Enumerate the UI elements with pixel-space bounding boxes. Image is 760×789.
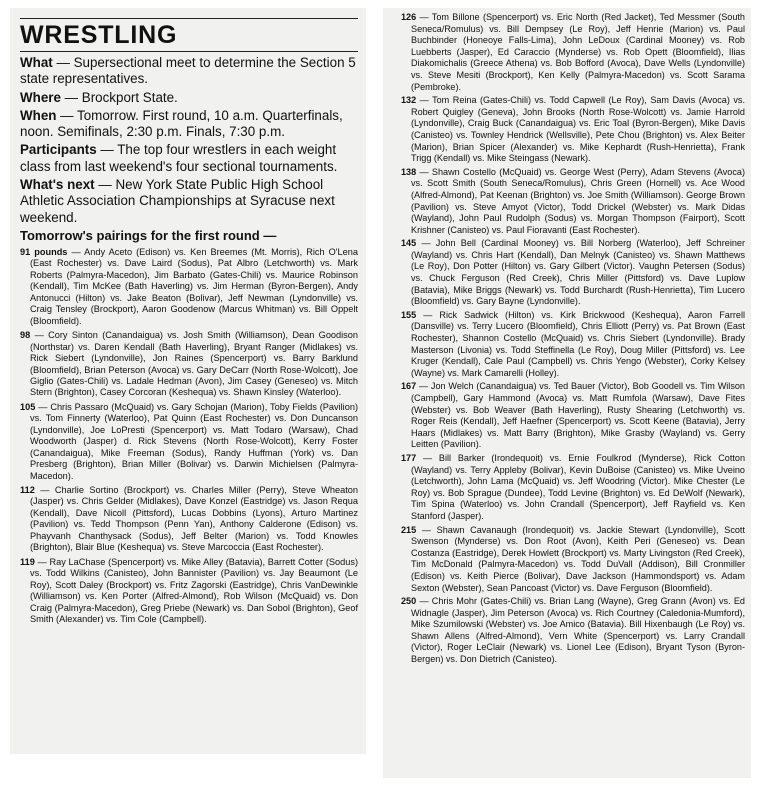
pairings-text: — Andy Aceto (Edison) vs. Ken Breemes (Mt. Morris), Rich O'Lena (East Rochester) vs. Dave Laird (Sodus), Pat Albro (Letchworth) vs. Mark Roberts (Palmyra-Macedon), Jim Barbato (Gates-Chili) vs. Maurice Robinson (Kendall), Tim McKee (Bath Haverling) vs. Jim Herman (Byron-Bergen), Andy Antonucci (Hilton) vs. Jake Beaton (Bolivar), Jeff Newman (Lyndonville) vs. Craig Tensley (Brockport), Aaron Goodenow (Marcus Whitman) vs. Bill Oppelt (Bloomfield). [30, 246, 358, 326]
info-text: — Brockport State. [60, 89, 178, 105]
weight-class-pairings [20, 557, 358, 626]
weight-class-label: 177 [401, 452, 417, 463]
info-text: — Supersectional meet to determine the Section 5 state representatives. [20, 55, 356, 87]
info-text: — The top four wrestlers in each weight class from last weekend's four sectional tournaments. [20, 142, 338, 174]
heading-rule [20, 51, 358, 52]
weight-class-label: 119 [20, 556, 35, 567]
pairings-text: — Ray LaChase (Spencerport) vs. Mike Alley (Batavia), Barrett Cotter (Sodus) vs. Todd Wilkins (Canisteo), John Bannister (Pavilion) vs. Jay Beaumont (Le Roy), Scott Daley (Brockport) vs. Fritz Zagorski (Eastridge), Chris VanDewinkle (Williamson) vs. Ken Porter (Alfred-Almond), Rob Wilson (McQuaid) vs. Don Craig (Palmyra-Macedon), Greg Priebe (Newark) vs. Dan Sobol (Brighton), Geof Smith (Alexander) vs. Tim Cole (Campbell). [30, 556, 358, 625]
info-label: Participants [20, 142, 97, 158]
weight-class-pairings [401, 453, 745, 523]
weight-class-pairings [401, 310, 745, 380]
info-label: What's next [20, 177, 95, 193]
weight-class-label: 250 [401, 596, 417, 607]
weight-class-pairings [401, 238, 745, 308]
weight-class-pairings [20, 247, 358, 327]
event-info [20, 55, 358, 226]
pairings-text: — Jon Welch (Canandaigua) vs. Ted Bauer (Victor), Bob Goodell vs. Tim Wilson (Campbell), Gary Hammond (Avoca) vs. Matt Rumfola (Warsaw), Dave Fites (Webster) vs. Bob Weaver (Bath Haverling), Rusty Shearing (Letchworth) vs. Roger Reis (Kendall), Jeff Haefner (Spencerport) vs. Scott Keene (Batavia), Jerry Haars (Midlakes) vs. Matt Barry (Brighton), Mike Grasby (Wayland) vs. Gerry Leitten (Pavilion). [411, 381, 745, 450]
weight-class-pairings [401, 596, 745, 666]
weight-class-label: 145 [401, 238, 417, 249]
pairings-text: — Rick Sadwick (Hilton) vs. Kirk Brickwood (Keshequa), Aaron Farrell (Dansville) vs. Terry Lucero (Bloomfield), Chris Elliott (Perry) vs. Pat Brown (East Rochester), Shannon Costello (McQuaid) vs. Chris Siebert (Lyndonville). Brady Masterson (Livonia) vs. Todd Steffinella (Le Roy), Doug Miller (Pittsford) vs. Lee Kruger (Kendall), Cale Paul (Campbell) vs. Chris Yengo (Webster), Corky Kelsey (Wayne) vs. Mark Camarelli (Holley). [411, 309, 745, 378]
weight-class-label: 215 [401, 524, 417, 535]
info-item [20, 55, 358, 88]
weight-class-label: 105 [20, 401, 36, 412]
weight-class-pairings [401, 381, 745, 451]
pairings-text: — Chris Passaro (McQuaid) vs. Gary Schojan (Marion), Toby Fields (Pavilion) vs. Tom Finnerty (Waterloo), Pat Quinn (East Rochester) vs. Don Duncanson (Lyndonville), Joe LoPresti (Spencerport) vs. Matt Todaro (Warsaw), Chad Woodworth (Jasper) d. Rick Stevens (North Rose-Wolcott), Kerry Foster (Canandaigua), Mike Freeman (Sodus), Randy Huffman (York) vs. Dan Presberg (Brighton), Brian Miller (Bolivar) vs. Darwin Michielsen (Palmyra-Macedon). [30, 401, 358, 481]
info-text: — New York State Public High School Athletic Association Championships at Syracuse next weekend. [20, 177, 335, 225]
weight-class-label: 138 [401, 166, 417, 177]
pairings-text: — Cory Sinton (Canandaigua) vs. Josh Smith (Williamson), Dean Goodison (Northstar) vs. Daren Kendall (Bath Haverling), Bryant Ranger (Midlakes) vs. Rick Siebert (Lyndonville), Jon Raines (Spencerport) vs. Barry Barklund (Bloomfield), Brian Peterson (Avoca) vs. Gary DeCarr (North Rose-Wolcott), Joe Giglio (Gates-Chili) vs. Ladale Hedman (Avon), Jim Casey (Geneseo) vs. Mitch Stern (Brighton), Casey Corcoran (Keshequa) vs. Shawn Kinsley (Waterloo). [30, 330, 358, 398]
pairings-list-left [20, 247, 358, 626]
section-heading: WRESTLING [20, 21, 178, 49]
weight-class-label: 98 [20, 330, 31, 341]
pairings-text: — Shawn Cavanaugh (Irondequoit) vs. Jackie Stewart (Lyndonville), Scott Swenson (Mynderse) vs. Don Root (Avon), Keith Peri (Geneseo) vs. Dean Costanza (Eastridge), Derek Howlett (Brockport) vs. Marty Livingston (Red Creek), Tim McDonald (Palmyra-Macedon) vs. Todd DuVall (Addison), Bill Cronmiller (Edison) vs. Keith Pierce (Bolivar), Dave Jackson (Hammondsport) vs. Adam Sexton (Webster), Sean Pancoast (Victor) vs. Dave Ferguson (Bloomfield). [411, 524, 745, 593]
pairings-title: Tomorrow's pairings for the first round — [20, 227, 277, 243]
weight-class-pairings [20, 330, 358, 399]
weight-class-pairings [20, 402, 358, 482]
info-label: What [20, 55, 53, 70]
weight-class-label: 126 [401, 12, 417, 22]
left-column [10, 8, 366, 754]
pairings-text: — Bill Barker (Irondequoit) vs. Ernie Foulkrod (Mynderse), Rick Cotton (Wayland) vs. Terry Appleby (Bolivar), Kevin DuBoise (Canisteo) vs. Mike Uveino (Letchworth), John Lama (McQuaid) vs. Jeff Woodring (Victor). Mike Chester (Le Roy) vs. Bob Sprague (Dundee), Todd Levine (Brighton) vs. Ed DeWolf (Newark), Tim Spina (Waterloo) vs. John Crandall (Spencerport), Jeff Rayfield vs. Ken Stanford (Jasper). [411, 452, 745, 521]
pairings-text: — Tom Billone (Spencerport) vs. Eric North (Red Jacket), Ted Messmer (South Seneca/Romulus) vs. Bill Dempsey (Le Roy), Jeff Henrie (Marion) vs. Paul Buchbinder (Honeoye Falls-Lima), John LeDoux (Cardinal Mooney) vs. Rob Luebberts (Jasper), Ed Caraccio (Mynderse) vs. Rob Opett (Bloomfield), Ilias Diakomichalis (Greece Athena) vs. Bob Bofford (Avoca), Dave Wells (Lyndonville) vs. Steve Mesiti (Brockport), Ken Kelly (Palmyra-Macedon) vs. Scott Sarama (Pembroke). [411, 12, 745, 92]
pairings-text: — Tom Reina (Gates-Chili) vs. Todd Capwell (Le Roy), Sam Davis (Avoca) vs. Robert Quigley (Geneva), John Brooks (North Rose-Wolcott) vs. Jamie Harrold (Lyndonville), Craig Buck (Canandaigua) vs. Eric Toal (Byron-Bergen), Mike Davis (Canisteo) vs. Townley Hendrick (Wellsville), Pete Chou (Brighton) vs. Alex Beiter (Marion), Brian Spicer (Alexander) vs. Mike Kephardt (Rush-Henrietta), Frank Trigg (Kendall) vs. Mike Steingass (Newark). [411, 95, 745, 164]
weight-class-label: 91 pounds [20, 246, 68, 257]
pairings-text: — John Bell (Cardinal Mooney) vs. Bill Norberg (Waterloo), Jeff Schreiner (Wayland) vs. Chris Hart (Kendall), Dan Melnyk (Canisteo) vs. Shawn Matthews (Le Roy), Don Potter (Hilton) vs. Gary Gilbert (Victor). Vaughn Petersen (Sodus) vs. Chuck Ferguson (Red Creek), Chris Miller (Pittsford) vs. Dave Luplow (Batavia), Mike Briggs (Newark) vs. Todd Burchardt (Rush-Henrietta), Tim Lucero (Bloomfield) vs. Gary Bayne (Lyndonville). [411, 238, 745, 307]
info-item [20, 90, 358, 106]
weight-class-pairings [401, 525, 745, 595]
weight-class-label: 167 [401, 381, 417, 392]
weight-class-label: 112 [20, 485, 35, 496]
weight-class-pairings [401, 95, 745, 165]
weight-class-pairings [401, 12, 745, 93]
info-label: When [20, 107, 57, 123]
pairings-list-right [401, 12, 745, 666]
weight-class-label: 132 [401, 95, 417, 106]
info-item [20, 142, 358, 175]
info-item [20, 177, 358, 226]
weight-class-pairings [20, 485, 358, 554]
weight-class-label: 155 [401, 309, 417, 320]
pairings-text: — Chris Mohr (Gates-Chili) vs. Brian Lang (Wayne), Greg Grann (Avon) vs. Ed Widnagle (Jasper), Jim Peterson (Avoca) vs. Rich Courtney (Caledonia-Mumford), Mike Szumilowski (Webster) vs. Joe Amico (Batavia). Bill Hixenbaugh (Le Roy) vs. Shawn Allens (Alfred-Almond), Vern White (Spencerport) vs. Larry Crandall (Victor), Roger LeClair (Newark) vs. Lionel Lee (Edison), Bryant Tyson (Byron-Bergen) vs. Don Dietrich (Canisteo). [411, 596, 745, 665]
info-item [20, 108, 358, 141]
right-column [383, 8, 751, 778]
pairings-text: — Charlie Sortino (Brockport) vs. Charles Miller (Perry), Steve Wheaton (Jasper) vs. Chris Gelder (Midlakes), Dave Konzel (Eastridge) vs. Jason Requa (Kendall), Dave Nicoll (Pittsford), Lucas Dobbins (Lyons), Arturo Martinez (Pavilion) vs. Tedd Thompson (Penn Yan), Anthony Calderone (Edison) vs. Phayvanh Chanthysack (Sodus), Jeff Belter (Marion) vs. Todd Knowles (Brighton), Blair Blue (Keshequa) vs. Steve Marcoccia (East Rochester). [30, 485, 358, 553]
weight-class-pairings [401, 167, 745, 237]
info-label: Where [20, 89, 61, 105]
info-text: — Tomorrow. First round, 10 a.m. Quarterfinals, noon. Semifinals, 2:30 p.m. Finals, 7:30 p.m. [20, 107, 343, 140]
pairings-text: — Shawn Costello (McQuaid) vs. George West (Perry), Adam Stevens (Avoca) vs. Scott Smith (South Seneca/Romulus), Chris Green (Hornell) vs. Ace Wood (Alfred-Almond), Pat Keenan (Brighton) vs. Joe Smith (Williamson). George Brown (Pavilion) vs. Steve Amyot (Victor), Todd Drickel (Webster) vs. Mark Didas (Wayland), John Paul Rudolph (Sodus) vs. Morgan Thompson (Fairport), Scott Krishner (Canisteo) vs. Paul Fioravanti (East Rochester). [411, 166, 745, 235]
